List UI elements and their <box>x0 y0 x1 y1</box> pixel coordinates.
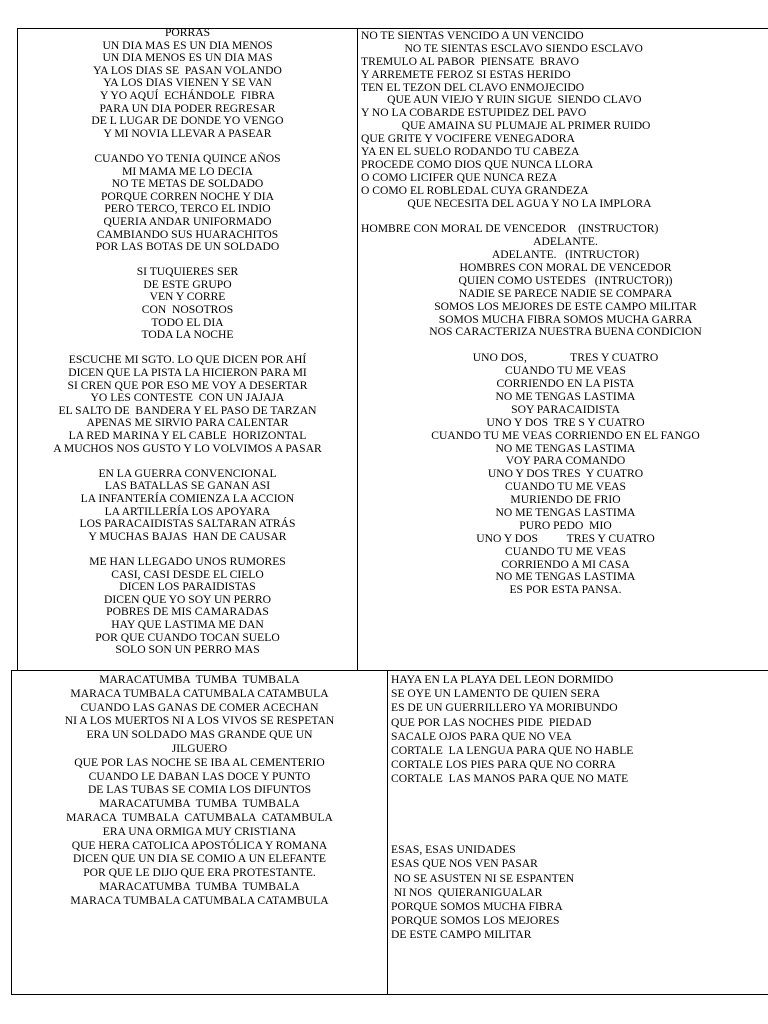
text-line: QUE POR LAS NOCHE SE IBA AL CEMENTERIO <box>74 755 325 769</box>
text-line: SOMOS LOS MEJORES DE ESTE CAMPO MILITAR <box>434 299 697 313</box>
text-line: NO TE SIENTAS VENCIDO A UN VENCIDO <box>361 29 584 42</box>
text-line: CUANDO TU ME VEAS <box>505 544 626 558</box>
vencedor-verses <box>358 30 768 597</box>
text-line: EN LA GUERRA CONVENCIONAL <box>98 466 277 480</box>
text-line: NOS CARACTERIZA NUESTRA BUENA CONDICION <box>429 325 702 339</box>
text-line: POR QUE LE DIJO QUE ERA PROTESTANTE. <box>83 866 316 880</box>
text-line: YA EN EL SUELO RODANDO TU CABEZA <box>361 145 580 159</box>
text-line: UNO DOS, TRES Y CUATRO <box>472 351 659 365</box>
text-line: APENAS ME SIRVIO PARA CALENTAR <box>86 416 289 430</box>
text-line: CORRIENDO EN LA PISTA <box>496 377 635 391</box>
text-line: YA LOS DIAS VIENEN Y SE VAN <box>103 76 272 90</box>
text-line: VOY PARA COMANDO <box>505 454 626 468</box>
text-line: QUE GRITE Y VOCIFERE VENEGADORA <box>361 132 575 146</box>
text-line: CORRIENDO A MI CASA <box>501 557 630 571</box>
text-line: SOLO SON UN PERRO MAS <box>115 643 260 657</box>
text-line: ADELANTE. <box>533 235 598 249</box>
text-line: SI CREN QUE POR ESO ME VOY A DESERTAR <box>67 378 308 392</box>
text-line: NADIE SE PARECE NADIE SE COMPARA <box>458 286 673 300</box>
text-line: ESCUCHE MI SGTO. LO QUE DICEN POR AHÍ <box>68 353 307 367</box>
text-line: UNO Y DOS TRE S Y CUATRO <box>486 415 645 429</box>
text-line: NO SE ASUSTEN NI SE ESPANTEN <box>391 871 575 885</box>
text-line: QUE NECESITA DEL AGUA Y NO LA IMPLORA <box>361 196 652 210</box>
text-line: Y NO LA COBARDE ESTUPIDEZ DEL PAVO <box>361 106 587 120</box>
text-line: YO LES CONTESTE CON UN JAJAJA <box>90 391 285 405</box>
text-line: LOS PARACAIDISTAS SALTARAN ATRÁS <box>79 517 296 531</box>
maracatumba-verses <box>12 673 387 908</box>
text-line: LA RED MARINA Y EL CABLE HORIZONTAL <box>68 429 307 442</box>
text-line: PORQUE SOMOS LOS MEJORES <box>391 914 560 928</box>
text-line: JILGUERO <box>171 741 228 755</box>
text-line: QUE AUN VIEJO Y RUIN SIGUE SIENDO CLAVO <box>361 93 642 107</box>
text-line <box>391 829 768 843</box>
text-line: CUANDO LE DABAN LAS DOCE Y PUNTO <box>88 769 311 783</box>
text-line: VEN Y CORRE <box>149 290 226 304</box>
text-line: UN DIA MENOS ES UN DIA MAS <box>102 51 273 65</box>
text-line <box>391 801 768 815</box>
text-line: DE ESTE CAMPO MILITAR <box>391 928 532 942</box>
text-line: HAYA EN LA PLAYA DEL LEON DORMIDO <box>391 673 614 686</box>
text-line: NO TE SIENTAS ESCLAVO SIENDO ESCLAVO <box>361 41 643 55</box>
text-line: CAMBIANDO SUS HUARACHITOS <box>96 227 279 241</box>
cell-porras <box>17 28 358 671</box>
text-line: NO ME TENGAS LASTIMA <box>495 389 636 403</box>
text-line: PARA UN DIA PODER REGRESAR <box>99 101 276 115</box>
text-line: SOMOS MUCHA FIBRA SOMOS MUCHA GARRA <box>438 312 693 326</box>
text-line: ADELANTE. (INTRUCTOR) <box>491 248 640 262</box>
text-line: MURIENDO DE FRIO <box>510 493 621 507</box>
text-line: Y ARREMETE FEROZ SI ESTAS HERIDO <box>361 67 571 81</box>
text-line: POR LAS BOTAS DE UN SOLDADO <box>95 240 280 254</box>
text-line: PORRAS <box>164 28 211 39</box>
text-line: ESAS QUE NOS VEN PASAR <box>391 857 538 871</box>
text-line: CUANDO LAS GANAS DE COMER ACECHAN <box>80 700 319 714</box>
text-line: CUANDO TU ME VEAS CORRIENDO EN EL FANGO <box>431 428 700 442</box>
text-line: QUIEN COMO USTEDES (INTRUCTOR)) <box>458 273 673 287</box>
text-line: UNO Y DOS TRES Y CUATRO <box>487 467 644 481</box>
text-line: PROCEDE COMO DIOS QUE NUNCA LLORA <box>361 157 594 171</box>
text-line: Y MUCHAS BAJAS HAN DE CAUSAR <box>88 529 287 543</box>
text-line: MARACA TUMBALA CATUMBALA CATAMBULA <box>66 810 333 824</box>
text-line: YA LOS DIAS SE PASAN VOLANDO <box>93 63 282 77</box>
text-line: NO ME TENGAS LASTIMA <box>495 441 636 455</box>
text-line: ES POR ESTA PANSA. <box>509 583 622 597</box>
text-line: POR QUE CUANDO TOCAN SUELO <box>95 630 280 644</box>
text-line: MARACA TUMBALA CATUMBALA CATAMBULA <box>70 893 329 907</box>
text-line: CUANDO TU ME VEAS <box>505 364 626 378</box>
text-line: DICEN QUE YO SOY UN PERRO <box>104 592 271 606</box>
text-line: LAS BATALLAS SE GANAN ASI <box>104 479 271 493</box>
text-line: SACALE OJOS PARA QUE NO VEA <box>391 729 572 743</box>
text-line: NO ME TENGAS LASTIMA <box>495 570 636 584</box>
text-line: PERO TERCO, TERCO EL INDIO <box>104 202 271 216</box>
text-line: PURO PEDO MIO <box>519 518 612 532</box>
text-line: MARACATUMBA TUMBA TUMBALA <box>99 879 300 893</box>
text-line: ERA UN SOLDADO MAS GRANDE QUE UN <box>86 728 313 742</box>
text-line: Y YO AQUÍ ECHÁNDOLE FIBRA <box>100 88 275 102</box>
text-line: TEN EL TEZON DEL CLAVO ENMOJECIDO <box>361 80 585 94</box>
text-line: ES DE UN GUERRILLERO YA MORIBUNDO <box>391 701 618 715</box>
text-line: POBRES DE MIS CAMARADAS <box>106 605 269 619</box>
text-line: CORTALE LOS PIES PARA QUE NO CORRA <box>391 758 616 772</box>
text-line: QUE AMAINA SU PLUMAJE AL PRIMER RUIDO <box>361 119 651 133</box>
text-line: CUANDO TU ME VEAS <box>505 480 626 494</box>
text-line: SE OYE UN LAMENTO DE QUIEN SERA <box>391 687 601 701</box>
text-line: DICEN QUE LA PISTA LA HICIERON PARA MI <box>68 366 307 380</box>
text-line <box>18 455 357 468</box>
text-line: DE L LUGAR DE DONDE YO VENGO <box>91 114 284 128</box>
text-line: CASI, CASI DESDE EL CIELO <box>111 567 264 581</box>
text-line: LA INFANTERÍA COMIENZA LA ACCION <box>80 491 295 505</box>
text-line: CORTALE LA LENGUA PARA QUE NO HABLE <box>391 743 634 757</box>
text-line: DICEN QUE UN DIA SE COMIO A UN ELEFANTE <box>73 852 326 866</box>
text-line: Y MI NOVIA LLEVAR A PASEAR <box>103 126 272 140</box>
text-line: TREMULO AL PABOR PIENSATE BRAVO <box>361 54 579 68</box>
text-line: CUANDO YO TENIA QUINCE AÑOS <box>94 151 281 165</box>
text-line: DICEN LOS PARAIDISTAS <box>119 580 256 594</box>
text-line: MARACA TUMBALA CATUMBALA CATAMBULA <box>70 686 329 700</box>
text-line: DE ESTE GRUPO <box>143 277 232 291</box>
text-line: SOY PARACAIDISTA <box>511 402 620 416</box>
porras-verses <box>18 28 357 657</box>
text-line: ERA UNA ORMIGA MUY CRISTIANA <box>102 824 297 838</box>
text-line: UNO Y DOS TRES Y CUATRO <box>476 531 655 545</box>
text-line: PORQUE SOMOS MUCHA FIBRA <box>391 900 563 913</box>
text-line: TODA LA NOCHE <box>141 328 234 342</box>
text-line: SI TUQUIERES SER <box>136 265 239 279</box>
text-line: UN DIA MAS ES UN DIA MENOS <box>102 38 273 52</box>
text-line: LA ARTILLERÍA LOS APOYARA <box>104 504 271 518</box>
text-line: NO TE METAS DE SOLDADO <box>111 177 264 191</box>
text-line: QUERIA ANDAR UNIFORMADO <box>103 214 272 228</box>
text-line: TODO EL DIA <box>151 315 224 329</box>
text-line: DE LAS TUBAS SE COMIA LOS DIFUNTOS <box>87 783 312 797</box>
text-line: QUE HERA CATOLICA APOSTÓLICA Y ROMANA <box>71 838 328 852</box>
text-line: HOMBRE CON MORAL DE VENCEDOR (INSTRUCTOR) <box>361 222 659 236</box>
text-line: HAY QUE LASTIMA ME DAN <box>111 617 264 631</box>
text-line: HOMBRES CON MORAL DE VENCEDOR <box>459 261 672 275</box>
text-line: MI MAMA ME LO DECIA <box>122 164 253 178</box>
text-line: ESAS, ESAS UNIDADES <box>391 843 516 857</box>
text-line: EL SALTO DE BANDERA Y EL PASO DE TARZAN <box>58 403 317 417</box>
text-line: NO ME TENGAS LASTIMA <box>495 505 636 519</box>
cell-vencedor <box>358 28 768 671</box>
text-line <box>391 787 768 801</box>
text-line: O COMO EL ROBLEDAL CUYA GRANDEZA <box>361 183 589 197</box>
text-line: NI A LOS MUERTOS NI A LOS VIVOS SE RESPETAN <box>64 714 335 728</box>
cell-leon-dormido <box>388 670 768 995</box>
text-line <box>391 815 768 829</box>
text-line: ME HAN LLEGADO UNOS RUMORES <box>89 554 286 568</box>
text-line: CON NOSOTROS <box>141 303 234 317</box>
leon-dormido-verses <box>388 673 768 943</box>
text-line: MARACATUMBA TUMBA TUMBALA <box>99 673 300 686</box>
text-line: NI NOS QUIERANIGUALAR <box>391 885 543 899</box>
text-line: PORQUE CORREN NOCHE Y DIA <box>100 189 275 203</box>
text-line: O COMO LICIFER QUE NUNCA REZA <box>361 170 558 184</box>
text-line: A MUCHOS NOS GUSTO Y LO VOLVIMOS A PASAR <box>53 441 322 455</box>
cell-maracatumba <box>11 670 388 995</box>
text-line: CORTALE LAS MANOS PARA QUE NO MATE <box>391 772 629 786</box>
text-line: QUE POR LAS NOCHES PIDE PIEDAD <box>391 715 592 729</box>
text-line: MARACATUMBA TUMBA TUMBALA <box>99 797 300 811</box>
